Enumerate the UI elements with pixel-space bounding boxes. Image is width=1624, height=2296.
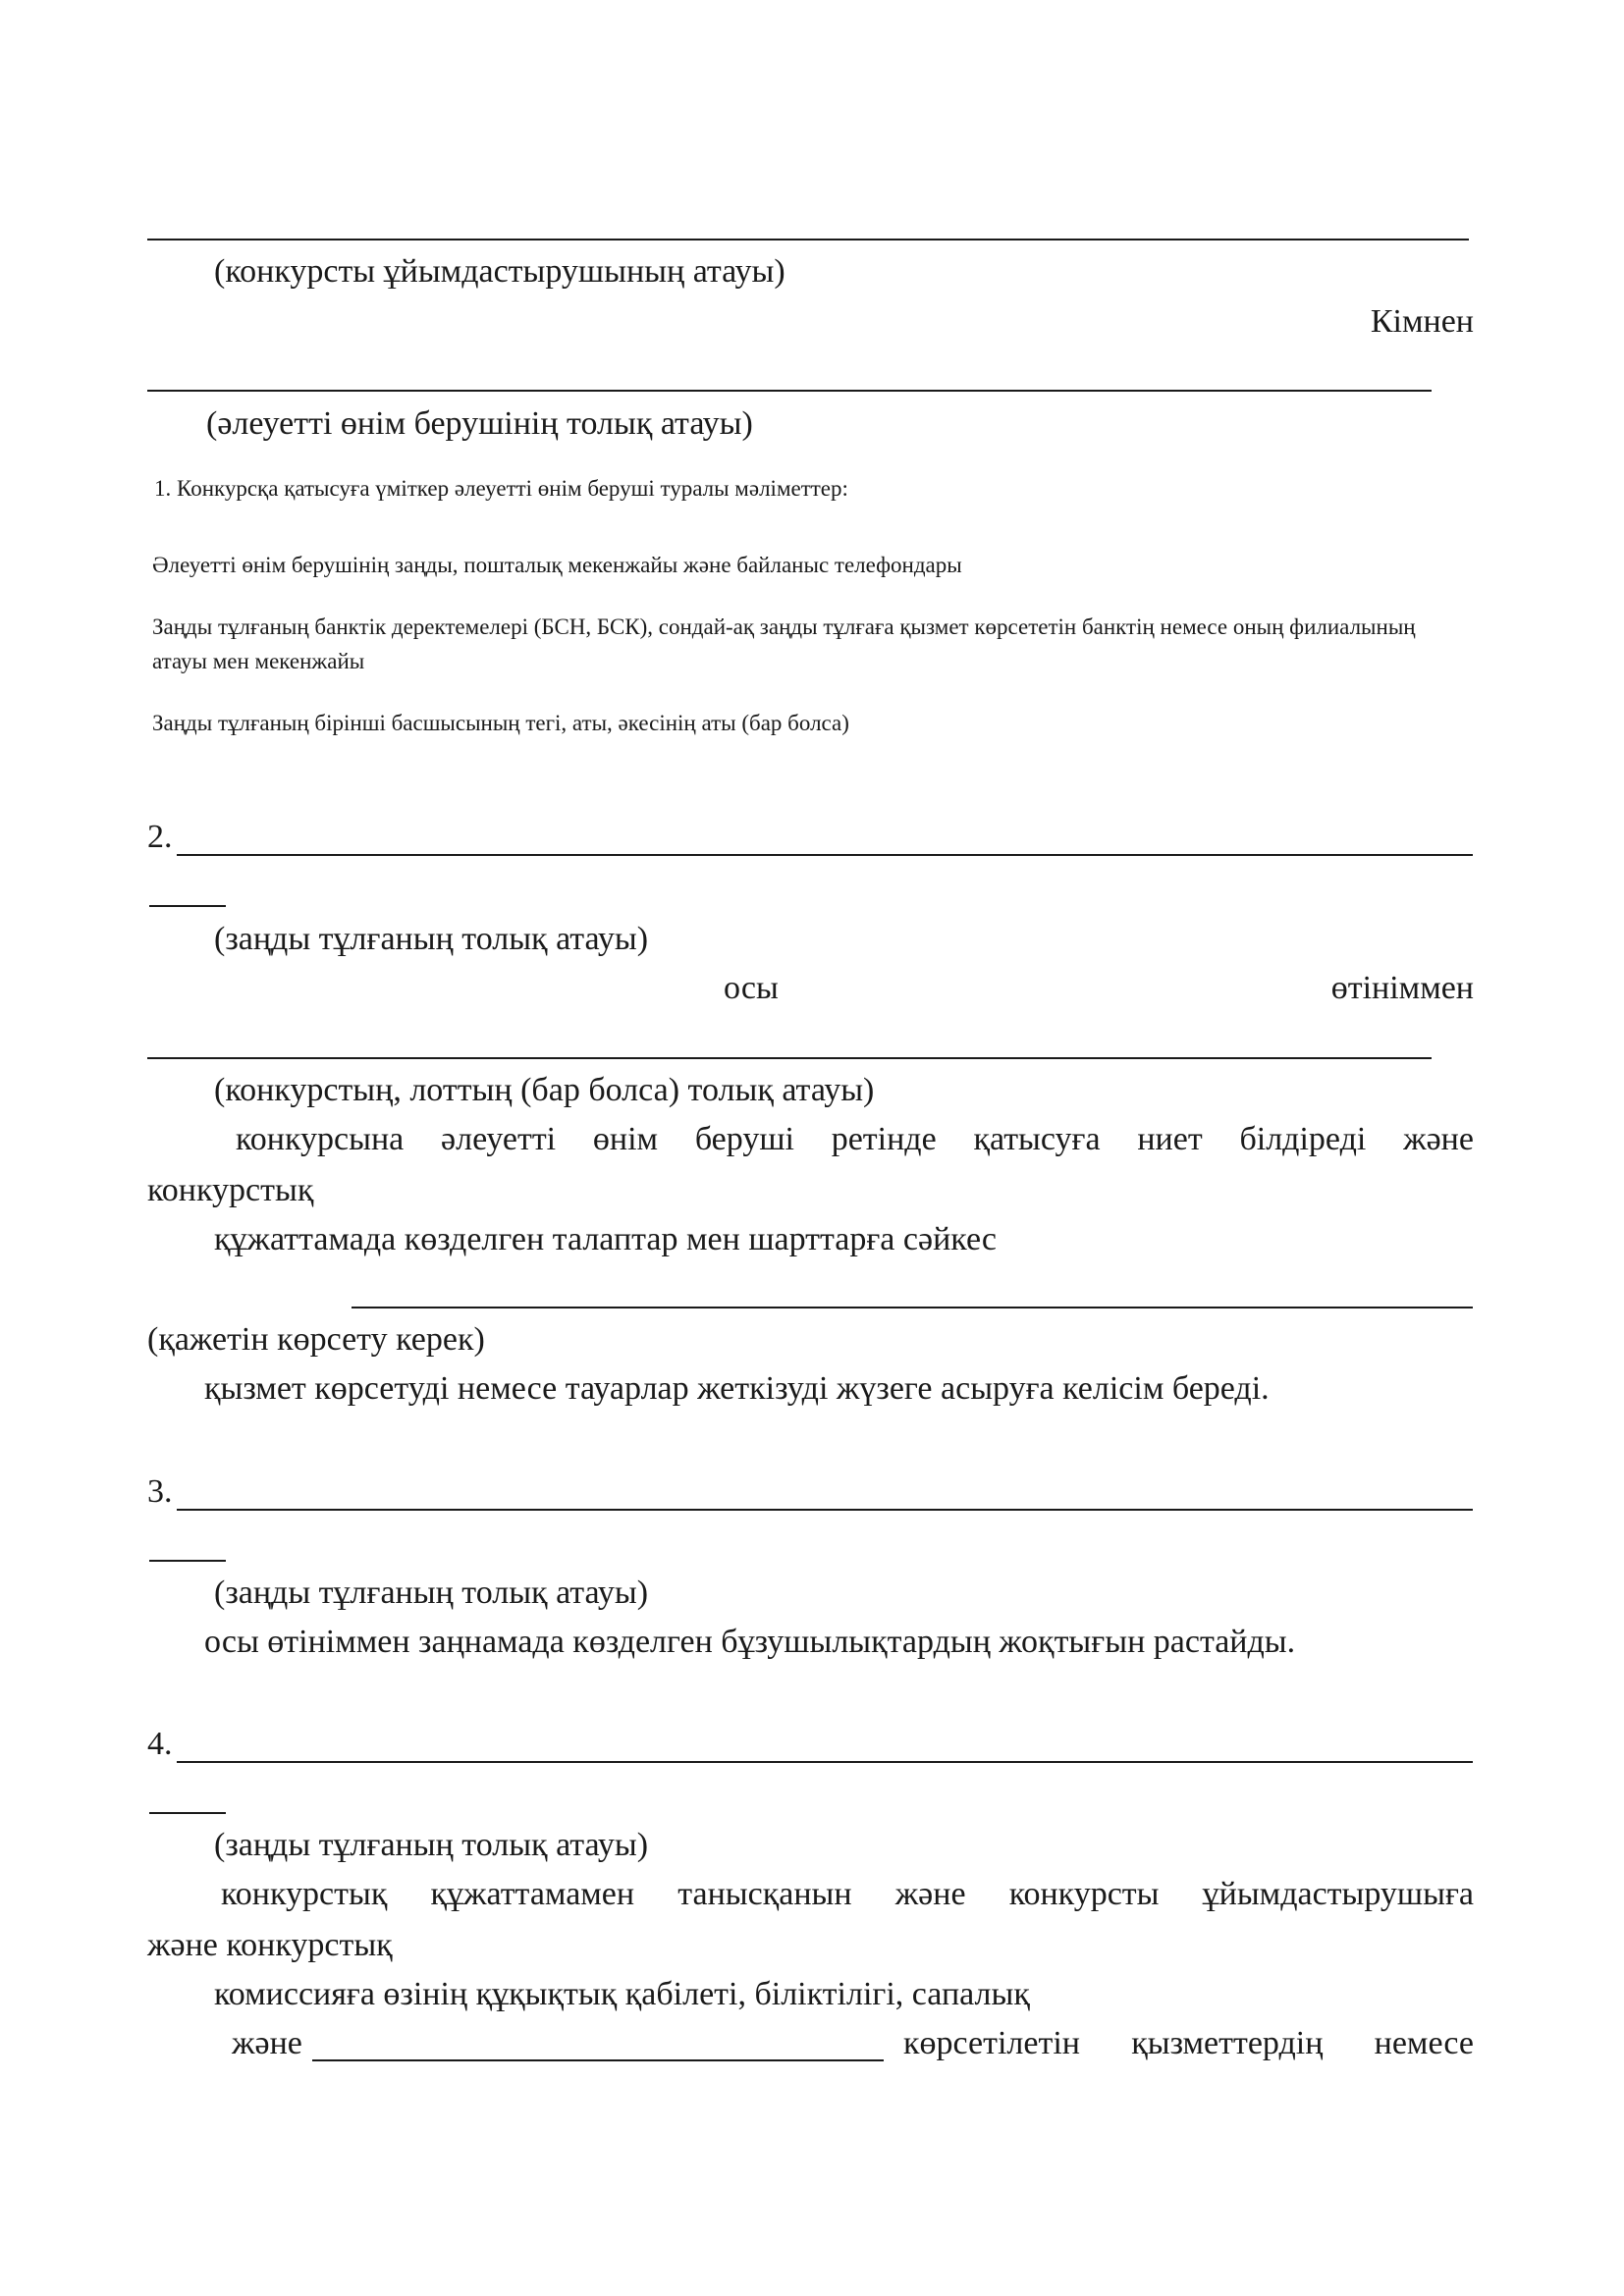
section4-entity-blank[interactable] (177, 1761, 1473, 1763)
word: танысқанын (677, 1876, 852, 1912)
word: конкурстық (221, 1876, 388, 1912)
section3-entity-blank-tail[interactable] (149, 1560, 226, 1562)
word: немесе (1374, 2025, 1474, 2061)
word: және (1403, 1121, 1474, 1157)
section4-line-and: және (232, 2025, 302, 2061)
section3-number: 3. (147, 1473, 173, 1510)
word: беруші (694, 1121, 794, 1157)
section2-contest-blank[interactable] (147, 1057, 1432, 1059)
word: конкурсты (1008, 1876, 1160, 1912)
word: құжаттамамен (430, 1876, 635, 1912)
supplier-name-blank[interactable] (147, 390, 1432, 392)
section4-entity-caption: (заңды тұлғаның толық атауы) (214, 1827, 649, 1863)
from-label: Кімнен (1370, 303, 1474, 340)
section1-bank-item-line2: атауы мен мекенжайы (152, 649, 365, 673)
word: ретінде (831, 1121, 937, 1157)
section3-entity-blank[interactable] (177, 1509, 1473, 1511)
section2-line-requirements: құжаттамада көзделген талаптар мен шарттарға сәйкес (214, 1221, 997, 1257)
organizer-caption: (конкурсты ұйымдастырушының атауы) (214, 253, 785, 290)
section1-address-item: Әлеуетті өнім берушінің заңды, пошталық мекенжайы және байланыс телефондары (152, 553, 962, 577)
word: білдіреді (1239, 1121, 1367, 1157)
section2-consent-line: қызмет көрсетуді немесе тауарлар жеткізуді жүзеге асыруға келісім береді. (204, 1370, 1270, 1407)
section2-entity-caption: (заңды тұлғаның толық атауы) (214, 921, 649, 957)
section4-line-commission: комиссияға өзінің құқықтық қабілеті, біліктілігі, сапалық (214, 1976, 1030, 2012)
section2-intent-line (236, 1123, 1474, 1156)
section4-entity-blank-tail[interactable] (149, 1812, 226, 1814)
section4-services-line (903, 2027, 1474, 2060)
section4-number: 4. (147, 1726, 173, 1762)
section1-title: 1. Конкурсқа қатысуға үміткер әлеуетті өнім беруші туралы мәліметтер: (154, 476, 848, 501)
word: және (894, 1876, 966, 1912)
word: конкурсына (236, 1121, 405, 1157)
section2-line-konkurstyk: конкурстық (147, 1172, 314, 1208)
section2-word-osy: осы (724, 970, 779, 1006)
section3-confirm-line: осы өтініммен заңнамада көзделген бұзушылықтардың жоқтығын растайды. (204, 1624, 1296, 1660)
section2-entity-blank[interactable] (177, 854, 1473, 856)
section1-head-item: Заңды тұлғаның бірінші басшысының тегі, аты, әкесінің аты (бар болса) (152, 711, 849, 735)
section2-contest-caption: (конкурстың, лоттың (бар болса) толық атауы) (214, 1072, 875, 1108)
organizer-name-blank[interactable] (147, 239, 1469, 240)
supplier-caption: (әлеуетті өнім берушінің толық атауы) (206, 405, 753, 442)
section2-number: 2. (147, 819, 173, 855)
word: әлеуетті (441, 1121, 557, 1157)
word: қызметтердің (1131, 2025, 1324, 2061)
section2-need-caption: (қажетін көрсету керек) (147, 1321, 485, 1358)
section3-entity-caption: (заңды тұлғаның толық атауы) (214, 1575, 649, 1611)
section2-entity-blank-tail[interactable] (149, 905, 226, 907)
word: қатысуға (973, 1121, 1101, 1157)
section2-word-otinimmen: өтініммен (1330, 970, 1474, 1006)
section2-need-blank[interactable] (352, 1307, 1473, 1308)
section4-quality-blank[interactable] (312, 2059, 884, 2061)
word: көрсетілетін (903, 2025, 1080, 2061)
section4-acquaint-line (221, 1878, 1474, 1911)
section4-line-and-contest: және конкурстық (147, 1927, 393, 1963)
word: өнім (592, 1121, 659, 1157)
section1-bank-item-line1: Заңды тұлғаның банктік деректемелері (БСН, БСК), сондай-ақ заңды тұлғаға қызмет көрсететін банктің немесе оның филиалының (152, 614, 1416, 639)
word: ниет (1137, 1121, 1203, 1157)
word: ұйымдастырушыға (1202, 1876, 1474, 1912)
